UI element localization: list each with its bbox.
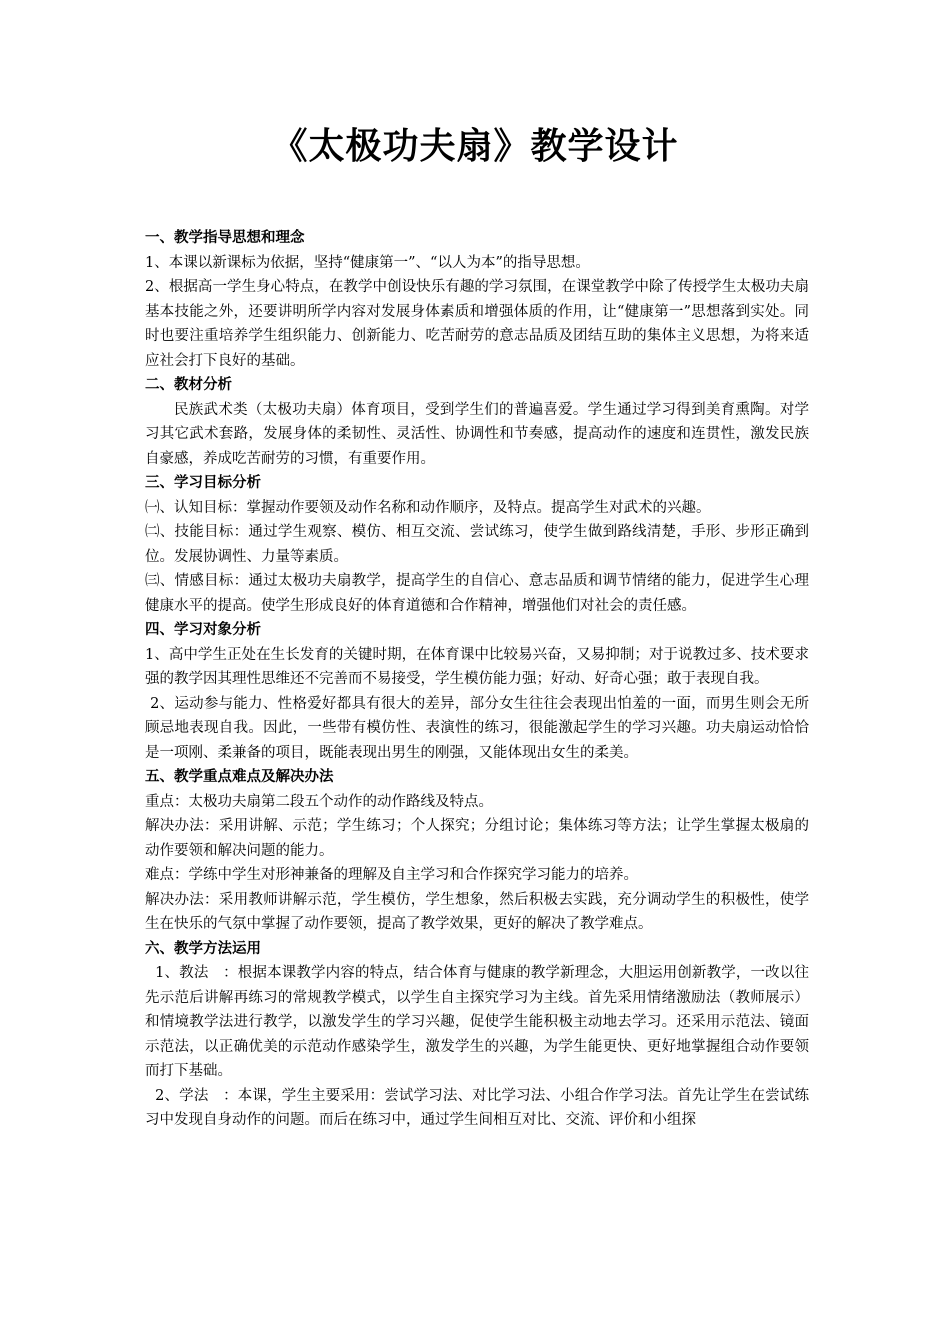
section-key-points — [145, 765, 809, 937]
paragraph: 重点：太极功夫扇第二段五个动作的动作路线及特点。 — [145, 793, 493, 810]
paragraph: ㈠、认知目标：掌握动作要领及动作名称和动作顺序，及特点。提高学生对武术的兴趣。 — [145, 499, 711, 516]
paragraph: 1、本课以新课标为依据，坚持“健康第一”、“以人为本”的指导思想。 — [145, 254, 590, 271]
section-guiding-ideas — [145, 226, 809, 373]
paragraph: 1、教法 ：根据本课教学内容的特点，结合体育与健康的教学新理念，大胆运用创新教学，一改以往先示范后讲解再练习的常规教学模式，以学生自主探究学习为主线。首先采用情绪激励法（教师展示）和情境教学法进行教学，以激发学生的学习兴趣，促使学生能积极主动地去学习。还采用示范法、镜面示范法，以正确优美的示范动作感染学生，激发学生的兴趣，为学生能更快、更好地掌握组合动作要领而打下基础。 — [145, 965, 809, 1079]
paragraph: 2、运动参与能力、性格爱好都具有很大的差异，部分女生往往会表现出怕羞的一面，而男生则会无所顾忌地表现自我。因此，一些带有模仿性、表演性的练习，很能激起学生的学习兴趣。功夫扇运动恰恰是一项刚、柔兼备的项目，既能表现出男生的刚强，又能体现出女生的柔美。 — [145, 695, 809, 761]
section-learning-goals — [145, 471, 809, 618]
paragraph: 2、根据高一学生身心特点，在教学中创设快乐有趣的学习氛围，在课堂教学中除了传授学生太极功夫扇基本技能之外，还要讲明所学内容对发展身体素质和增强体质的作用，让“健康第一”思想落到实处。同时也要注重培养学生组织能力、创新能力、吃苦耐劳的意志品质及团结互助的集体主义思想，为将来适应社会打下良好的基础。 — [145, 279, 809, 369]
section-heading: 四、学习对象分析 — [145, 622, 261, 638]
paragraph: 2、学法 ：本课，学生主要采用：尝试学习法、对比学习法、小组合作学习法。首先让学生在尝试练习中发现自身动作的问题。而后在练习中，通过学生间相互对比、交流、评价和小组探 — [145, 1087, 809, 1128]
section-learner-analysis — [145, 618, 809, 765]
section-material-analysis — [145, 373, 809, 471]
paragraph: ㈡、技能目标：通过学生观察、模仿、相互交流、尝试练习，使学生做到路线清楚，手形、步形正确到位。发展协调性、力量等素质。 — [145, 524, 809, 565]
paragraph: 难点：学练中学生对形神兼备的理解及自主学习和合作探究学习能力的培养。 — [145, 867, 638, 883]
section-heading: 六、教学方法运用 — [145, 940, 261, 957]
section-heading: 五、教学重点难点及解决办法 — [145, 769, 334, 785]
section-teaching-methods — [145, 937, 809, 1133]
paragraph: 民族武术类（太极功夫扇）体育项目，受到学生们的普遍喜爱。学生通过学习得到美育熏陶。对学习其它武术套路，发展身体的柔韧性、灵活性、协调性和节奏感，提高动作的速度和连贯性，激发民族自豪感，养成吃苦耐劳的习惯，有重要作用。 — [145, 401, 809, 467]
section-heading: 一、教学指导思想和理念 — [145, 230, 305, 246]
paragraph: 解决办法：采用教师讲解示范，学生模仿，学生想象，然后积极去实践，充分调动学生的积极性，使学生在快乐的气氛中掌握了动作要领，提高了教学效果，更好的解决了教学难点。 — [145, 891, 809, 932]
paragraph: 解决办法：采用讲解、示范；学生练习；个人探究；分组讨论；集体练习等方法；让学生掌握太极扇的动作要领和解决问题的能力。 — [145, 818, 809, 859]
paragraph: ㈢、情感目标：通过太极功夫扇教学，提高学生的自信心、意志品质和调节情绪的能力，促进学生心理健康水平的提高。使学生形成良好的体育道德和合作精神，增强他们对社会的责任感。 — [145, 573, 809, 614]
document-title: 《太极功夫扇》教学设计 — [271, 126, 679, 167]
document-body — [145, 226, 809, 1133]
section-heading: 三、学习目标分析 — [145, 475, 261, 491]
section-heading: 二、教材分析 — [145, 377, 232, 393]
paragraph: 1、高中学生正处在生长发育的关键时期，在体育课中比较易兴奋，又易抑制；对于说教过多、技术要求强的教学因其理性思维还不完善而不易接受，学生模仿能力强；好动、好奇心强；敢于表现自我。 — [145, 646, 809, 687]
